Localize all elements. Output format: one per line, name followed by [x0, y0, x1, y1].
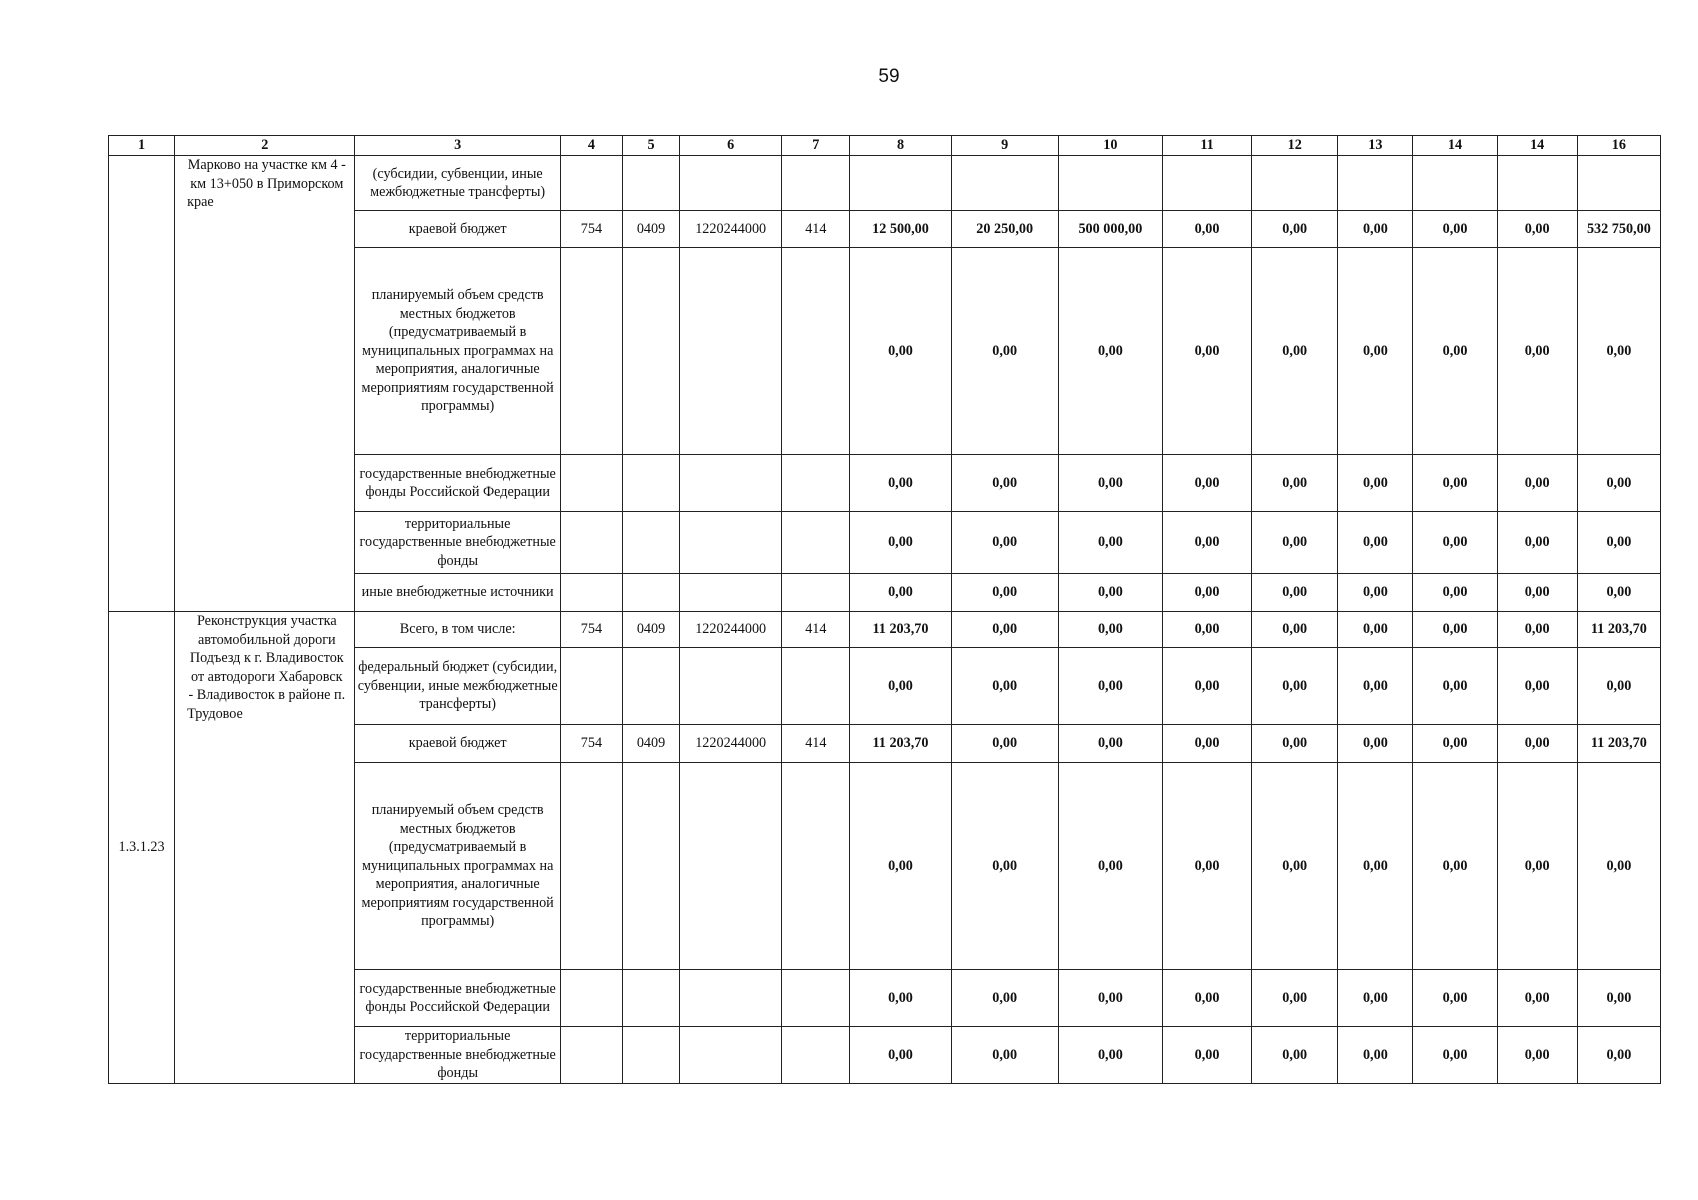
amount-cell: [951, 156, 1058, 211]
header-cell: 4: [560, 136, 622, 156]
amount-cell: 0,00: [1577, 1027, 1660, 1084]
amount-cell: 0,00: [850, 648, 951, 725]
amount-cell: 11 203,70: [1577, 725, 1660, 763]
section-code: [622, 156, 679, 211]
grbs-code: [560, 1027, 622, 1084]
amount-cell: 0,00: [1058, 512, 1162, 574]
funding-source: краевой бюджет: [355, 725, 560, 763]
header-cell: 14: [1497, 136, 1577, 156]
amount-cell: 0,00: [1413, 725, 1497, 763]
target-article-code: [680, 512, 782, 574]
grbs-code: [560, 248, 622, 455]
expense-type-code: [782, 156, 850, 211]
amount-cell: 0,00: [1338, 211, 1413, 248]
funding-source: краевой бюджет: [355, 211, 560, 248]
section-code: [622, 512, 679, 574]
amount-cell: 0,00: [1058, 970, 1162, 1027]
table-row: [109, 156, 1661, 211]
amount-cell: [850, 156, 951, 211]
section-code: 0409: [622, 725, 679, 763]
funding-source: государственные внебюджетные фонды Российской Федерации: [355, 970, 560, 1027]
amount-cell: 0,00: [1413, 1027, 1497, 1084]
header-cell: 14: [1413, 136, 1497, 156]
amount-cell: 0,00: [1497, 512, 1577, 574]
header-cell: 13: [1338, 136, 1413, 156]
amount-cell: 0,00: [1497, 763, 1577, 970]
amount-cell: 0,00: [1058, 248, 1162, 455]
budget-table: [108, 135, 1661, 1084]
grbs-code: [560, 512, 622, 574]
amount-cell: 0,00: [1058, 725, 1162, 763]
header-cell: 9: [951, 136, 1058, 156]
header-cell: 10: [1058, 136, 1162, 156]
funding-source: государственные внебюджетные фонды Российской Федерации: [355, 455, 560, 512]
header-cell: 12: [1252, 136, 1338, 156]
amount-cell: 0,00: [1497, 648, 1577, 725]
target-article-code: [680, 574, 782, 612]
amount-cell: 0,00: [1058, 648, 1162, 725]
target-article-code: [680, 970, 782, 1027]
amount-cell: 0,00: [1058, 574, 1162, 612]
amount-cell: 0,00: [1338, 970, 1413, 1027]
amount-cell: 0,00: [1338, 612, 1413, 648]
grbs-code: 754: [560, 211, 622, 248]
amount-cell: 0,00: [1252, 970, 1338, 1027]
amount-cell: 0,00: [1162, 574, 1251, 612]
amount-cell: [1058, 156, 1162, 211]
target-article-code: 1220244000: [680, 211, 782, 248]
amount-cell: 0,00: [951, 1027, 1058, 1084]
header-cell: 8: [850, 136, 951, 156]
header-cell: 7: [782, 136, 850, 156]
header-row: [109, 136, 1661, 156]
amount-cell: 0,00: [1497, 211, 1577, 248]
amount-cell: 0,00: [1338, 725, 1413, 763]
amount-cell: 0,00: [1252, 248, 1338, 455]
amount-cell: 12 500,00: [850, 211, 951, 248]
target-article-code: [680, 1027, 782, 1084]
amount-cell: 0,00: [1413, 612, 1497, 648]
amount-cell: 0,00: [951, 574, 1058, 612]
amount-cell: [1413, 156, 1497, 211]
amount-cell: 11 203,70: [850, 612, 951, 648]
amount-cell: 0,00: [1338, 248, 1413, 455]
item-name: Реконструкция участка автомобильной дороги Подъезд к г. Владивосток от автодороги Хабаровск - Владивосток в районе п. Трудовое: [175, 612, 355, 1084]
funding-source: территориальные государственные внебюджетные фонды: [355, 512, 560, 574]
amount-cell: 20 250,00: [951, 211, 1058, 248]
header-cell: 6: [680, 136, 782, 156]
expense-type-code: [782, 248, 850, 455]
table-row: [109, 612, 1661, 648]
amount-cell: [1252, 156, 1338, 211]
amount-cell: 0,00: [850, 455, 951, 512]
expense-type-code: [782, 512, 850, 574]
amount-cell: 0,00: [1413, 970, 1497, 1027]
amount-cell: 0,00: [1413, 455, 1497, 512]
amount-cell: 0,00: [1162, 512, 1251, 574]
section-code: [622, 1027, 679, 1084]
amount-cell: 0,00: [951, 970, 1058, 1027]
amount-cell: 0,00: [1162, 725, 1251, 763]
amount-cell: 0,00: [1497, 970, 1577, 1027]
expense-type-code: [782, 970, 850, 1027]
amount-cell: 11 203,70: [1577, 612, 1660, 648]
amount-cell: 0,00: [1252, 1027, 1338, 1084]
amount-cell: 0,00: [951, 248, 1058, 455]
expense-type-code: [782, 763, 850, 970]
target-article-code: 1220244000: [680, 725, 782, 763]
section-code: [622, 574, 679, 612]
expense-type-code: [782, 1027, 850, 1084]
grbs-code: [560, 156, 622, 211]
expense-type-code: 414: [782, 725, 850, 763]
grbs-code: [560, 648, 622, 725]
amount-cell: 0,00: [1497, 455, 1577, 512]
header-cell: 11: [1162, 136, 1251, 156]
amount-cell: 0,00: [850, 512, 951, 574]
header-cell: 16: [1577, 136, 1660, 156]
amount-cell: 0,00: [1162, 211, 1251, 248]
section-code: [622, 648, 679, 725]
amount-cell: 0,00: [1497, 574, 1577, 612]
amount-cell: 532 750,00: [1577, 211, 1660, 248]
amount-cell: 0,00: [1338, 455, 1413, 512]
expense-type-code: [782, 574, 850, 612]
grbs-code: [560, 970, 622, 1027]
expense-type-code: [782, 648, 850, 725]
amount-cell: 0,00: [1577, 574, 1660, 612]
amount-cell: 0,00: [1058, 455, 1162, 512]
amount-cell: 0,00: [1162, 763, 1251, 970]
amount-cell: 0,00: [951, 763, 1058, 970]
amount-cell: 0,00: [1252, 455, 1338, 512]
amount-cell: [1338, 156, 1413, 211]
amount-cell: [1497, 156, 1577, 211]
section-code: [622, 455, 679, 512]
amount-cell: 0,00: [1058, 1027, 1162, 1084]
amount-cell: 0,00: [1338, 574, 1413, 612]
amount-cell: [1162, 156, 1251, 211]
funding-source: территориальные государственные внебюджетные фонды: [355, 1027, 560, 1084]
item-number: [109, 156, 175, 612]
funding-source: планируемый объем средств местных бюджетов (предусматриваемый в муниципальных программах на мероприятия, аналогичные мероприятиям государственной программы): [355, 763, 560, 970]
amount-cell: 0,00: [1577, 455, 1660, 512]
target-article-code: [680, 248, 782, 455]
amount-cell: 0,00: [1058, 612, 1162, 648]
grbs-code: [560, 455, 622, 512]
amount-cell: 0,00: [951, 455, 1058, 512]
section-code: [622, 970, 679, 1027]
funding-source: Всего, в том числе:: [355, 612, 560, 648]
amount-cell: 0,00: [1162, 612, 1251, 648]
grbs-code: [560, 763, 622, 970]
amount-cell: 0,00: [1162, 455, 1251, 512]
amount-cell: 0,00: [1577, 763, 1660, 970]
amount-cell: 11 203,70: [850, 725, 951, 763]
amount-cell: 0,00: [951, 648, 1058, 725]
funding-source: федеральный бюджет (субсидии, субвенции, иные межбюджетные трансферты): [355, 648, 560, 725]
amount-cell: 0,00: [850, 1027, 951, 1084]
target-article-code: [680, 763, 782, 970]
header-cell: 5: [622, 136, 679, 156]
amount-cell: 0,00: [1252, 574, 1338, 612]
amount-cell: 0,00: [1497, 725, 1577, 763]
section-code: [622, 763, 679, 970]
funding-source: планируемый объем средств местных бюджетов (предусматриваемый в муниципальных программах на мероприятия, аналогичные мероприятиям государственной программы): [355, 248, 560, 455]
expense-type-code: [782, 455, 850, 512]
expense-type-code: 414: [782, 211, 850, 248]
target-article-code: [680, 648, 782, 725]
amount-cell: 0,00: [1497, 612, 1577, 648]
header-cell: 1: [109, 136, 175, 156]
amount-cell: 0,00: [1413, 248, 1497, 455]
amount-cell: 0,00: [951, 725, 1058, 763]
amount-cell: 0,00: [1058, 763, 1162, 970]
amount-cell: 0,00: [850, 970, 951, 1027]
page-number: 59: [878, 66, 900, 87]
amount-cell: 0,00: [1252, 648, 1338, 725]
amount-cell: 0,00: [1577, 512, 1660, 574]
amount-cell: 0,00: [850, 248, 951, 455]
amount-cell: 0,00: [1338, 763, 1413, 970]
section-code: [622, 248, 679, 455]
amount-cell: 0,00: [1252, 211, 1338, 248]
header-cell: 2: [175, 136, 355, 156]
amount-cell: 0,00: [1497, 248, 1577, 455]
funding-source: иные внебюджетные источники: [355, 574, 560, 612]
amount-cell: 0,00: [1252, 612, 1338, 648]
amount-cell: 0,00: [1577, 248, 1660, 455]
item-number: 1.3.1.23: [109, 612, 175, 1084]
amount-cell: 0,00: [850, 574, 951, 612]
amount-cell: [1577, 156, 1660, 211]
target-article-code: [680, 455, 782, 512]
target-article-code: [680, 156, 782, 211]
amount-cell: 0,00: [1413, 512, 1497, 574]
amount-cell: 0,00: [1413, 211, 1497, 248]
amount-cell: 0,00: [1162, 970, 1251, 1027]
grbs-code: 754: [560, 725, 622, 763]
amount-cell: 0,00: [951, 512, 1058, 574]
section-code: 0409: [622, 211, 679, 248]
grbs-code: 754: [560, 612, 622, 648]
amount-cell: 0,00: [1497, 1027, 1577, 1084]
amount-cell: 0,00: [951, 612, 1058, 648]
amount-cell: 500 000,00: [1058, 211, 1162, 248]
amount-cell: 0,00: [1338, 1027, 1413, 1084]
amount-cell: 0,00: [1338, 512, 1413, 574]
amount-cell: 0,00: [1413, 763, 1497, 970]
amount-cell: 0,00: [1252, 763, 1338, 970]
amount-cell: 0,00: [1577, 648, 1660, 725]
amount-cell: 0,00: [1338, 648, 1413, 725]
amount-cell: 0,00: [1577, 970, 1660, 1027]
funding-source: (субсидии, субвенции, иные межбюджетные трансферты): [355, 156, 560, 211]
expense-type-code: 414: [782, 612, 850, 648]
amount-cell: 0,00: [850, 763, 951, 970]
section-code: 0409: [622, 612, 679, 648]
target-article-code: 1220244000: [680, 612, 782, 648]
amount-cell: 0,00: [1252, 725, 1338, 763]
amount-cell: 0,00: [1413, 574, 1497, 612]
item-name: Марково на участке км 4 - км 13+050 в Приморском крае: [175, 156, 355, 612]
amount-cell: 0,00: [1162, 1027, 1251, 1084]
amount-cell: 0,00: [1162, 248, 1251, 455]
amount-cell: 0,00: [1162, 648, 1251, 725]
grbs-code: [560, 574, 622, 612]
header-cell: 3: [355, 136, 560, 156]
amount-cell: 0,00: [1252, 512, 1338, 574]
amount-cell: 0,00: [1413, 648, 1497, 725]
